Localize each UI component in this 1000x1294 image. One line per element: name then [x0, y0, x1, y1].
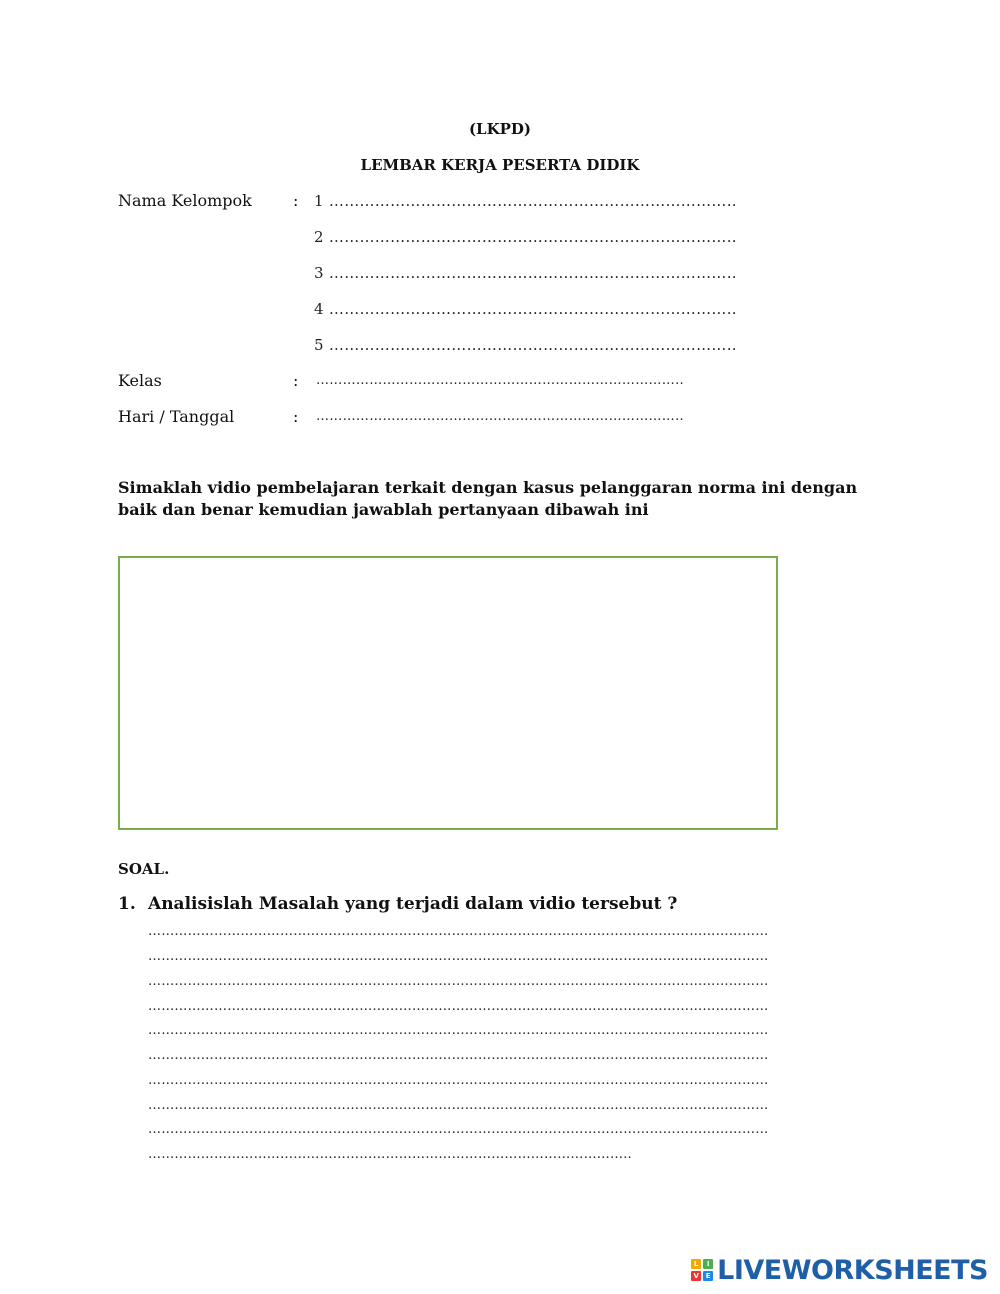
logo-cell-l: L [691, 1259, 701, 1269]
member-line-2[interactable]: 2 …………………………………………………………………….. [314, 228, 737, 246]
answer-line[interactable]: …………………………………………………………………………………………………………………………… [148, 999, 769, 1014]
answer-line[interactable]: …………………………………………………………………………………………………………………………… [148, 974, 769, 989]
member-line-1[interactable]: 1 …………………………………………………………………….. [314, 192, 737, 210]
question-text: Analisislah Masalah yang terjadi dalam vidio tersebut ? [148, 894, 678, 914]
date-colon: : [293, 407, 299, 426]
answer-line[interactable]: …………………………………………………………………………………………………………………………… [148, 924, 769, 939]
group-name-label: Nama Kelompok [118, 191, 252, 210]
soal-heading: SOAL. [118, 860, 170, 878]
member-line-3[interactable]: 3 …………………………………………………………………….. [314, 264, 737, 282]
answer-line[interactable]: …………………………………………………………………………………………………………………………… [148, 949, 769, 964]
document-code: (LKPD) [468, 120, 532, 138]
answer-line[interactable]: …………………………………………………………………………………………………………………………… [148, 1048, 769, 1063]
group-colon: : [293, 191, 299, 210]
document-title: LEMBAR KERJA PESERTA DIDIK [360, 156, 640, 174]
date-input-line[interactable]: ……………………………………………………………………….. [316, 409, 684, 424]
logo-cell-v: V [691, 1271, 701, 1281]
class-input-line[interactable]: ……………………………………………………………………….. [316, 373, 684, 388]
date-label: Hari / Tanggal [118, 407, 235, 426]
instruction-text: Simaklah vidio pembelajaran terkait dengan kasus pelanggaran norma ini dengan baik dan benar kemudian jawablah pertanyaan dibawah ini [118, 478, 858, 519]
video-frame[interactable] [118, 556, 778, 830]
member-line-5[interactable]: 5 …………………………………………………………………….. [314, 336, 737, 354]
answer-line[interactable]: …………………………………………………………………………………………………………………………… [148, 1023, 769, 1038]
logo-cell-i: I [703, 1259, 713, 1269]
answer-line[interactable]: …………………………………………………………………………………………………………………………… [148, 1098, 769, 1113]
liveworksheets-logo [691, 1252, 988, 1288]
class-label: Kelas [118, 371, 162, 390]
class-colon: : [293, 371, 299, 390]
answer-line[interactable]: …………………………………………………………………………………………………………………………… [148, 1073, 769, 1088]
answer-line[interactable]: …………………………………………………………………………………………………………………………… [148, 1122, 769, 1137]
logo-text: LIVEWORKSHEETS [717, 1254, 988, 1286]
logo-mark-icon [691, 1259, 713, 1281]
question-number: 1. [118, 894, 136, 914]
answer-line[interactable]: ……………………………………………………………………………………………….. [148, 1147, 632, 1162]
logo-cell-e: E [703, 1271, 713, 1281]
member-line-4[interactable]: 4 …………………………………………………………………….. [314, 300, 737, 318]
